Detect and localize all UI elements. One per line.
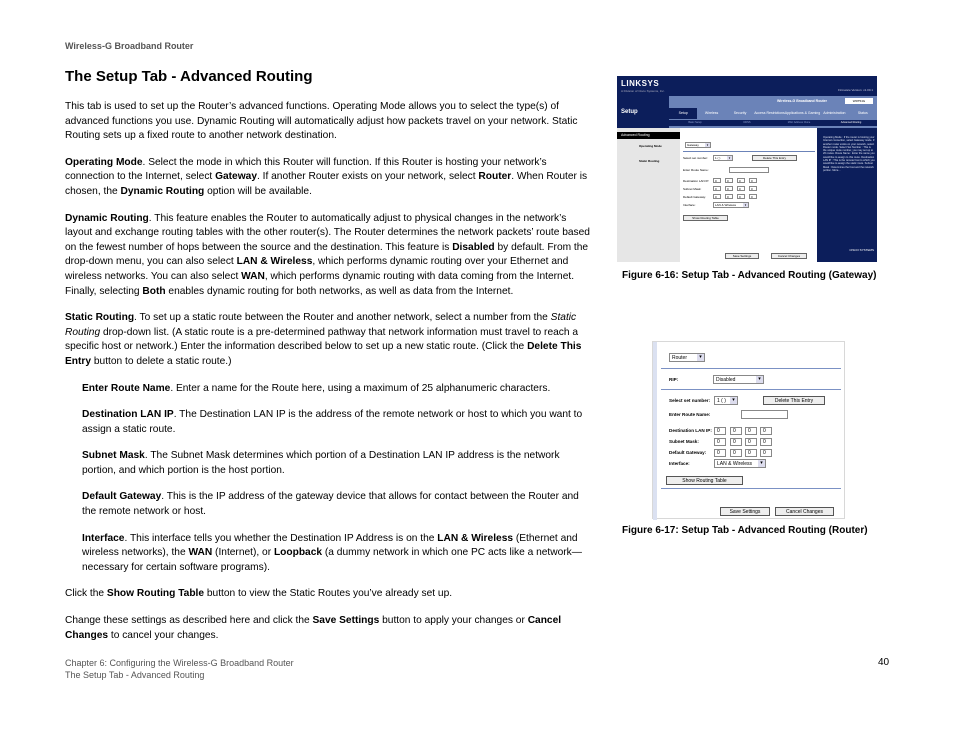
section-title: Advanced Routing bbox=[617, 132, 680, 139]
set-number-select[interactable]: 1 ( ) ▾ bbox=[713, 155, 733, 161]
router-header-bar bbox=[617, 76, 877, 96]
enter-route-name-paragraph: Enter Route Name. Enter a name for the Route here, using a maximum of 25 alphanumeric characters. bbox=[82, 382, 551, 394]
help-text: Operating Mode : If the router is hosting your Internet connection, select Gateway mode. If another router exists on your network, select Router mode. Select Set Number : This is the unique route number, you may set up to 20 routes. Route Name : Enter the name you would like to assign to this route. Destination LAN IP : This is the remote host to which you would like to assign the static route. Subnet Mask : Determines the host and the network portion. More... bbox=[823, 136, 875, 172]
model-name: Wireless-G Broadband Router bbox=[777, 99, 827, 103]
body-text bbox=[65, 100, 590, 655]
chevron-down-icon: ▾ bbox=[697, 354, 704, 361]
interface-select[interactable]: LAN & Wireless ▾ bbox=[714, 459, 766, 468]
footer-chapter: Chapter 6: Configuring the Wireless-G Broadband Router bbox=[65, 658, 294, 668]
dest-ip-octet-2[interactable]: 0 bbox=[730, 427, 742, 435]
gateway-octet-3[interactable]: 0 bbox=[745, 449, 757, 457]
delete-entry-button[interactable]: Delete This Entry bbox=[763, 396, 825, 405]
rip-label: RIP: bbox=[669, 377, 679, 382]
tab-status[interactable]: Status bbox=[857, 111, 868, 115]
footer-section: The Setup Tab - Advanced Routing bbox=[65, 670, 205, 680]
mask-octet-1[interactable]: 0 bbox=[713, 186, 721, 191]
cancel-changes-button[interactable]: Cancel Changes bbox=[775, 507, 834, 516]
dest-ip-octet-1[interactable]: 0 bbox=[713, 178, 721, 183]
mask-octet-1[interactable]: 0 bbox=[714, 438, 726, 446]
dest-lan-ip-label: Destination LAN IP: bbox=[669, 428, 712, 433]
chevron-down-icon: ▾ bbox=[730, 397, 737, 404]
save-settings-button[interactable]: Save Settings bbox=[725, 253, 759, 259]
intro-paragraph: This tab is used to set up the Router’s advanced functions. Operating Mode allows you to select the type(s) of advanced functions you use. Dynamic Routing will automatically adjust how packets travel on your network. Static Routing sets up a fixed route to another network destination. bbox=[65, 101, 578, 142]
subtab-mac-clone[interactable]: MAC Address Clone bbox=[787, 121, 811, 124]
divider bbox=[661, 368, 841, 369]
gateway-octet-4[interactable]: 0 bbox=[760, 449, 772, 457]
tab-security[interactable]: Security bbox=[733, 111, 747, 115]
tab-access-restrictions[interactable]: Access Restrictions bbox=[754, 111, 785, 115]
figure-router-screenshot bbox=[652, 341, 845, 519]
set-number-select[interactable]: 1 ( ) ▾ bbox=[714, 396, 738, 405]
dest-ip-octet-4[interactable]: 0 bbox=[749, 178, 757, 183]
chevron-down-icon: ▾ bbox=[728, 156, 731, 160]
select-set-number-label: Select set number: bbox=[683, 156, 709, 160]
left-panel bbox=[617, 128, 680, 262]
dest-ip-octet-3[interactable]: 0 bbox=[737, 178, 745, 183]
chevron-down-icon: ▾ bbox=[756, 376, 763, 383]
mask-octet-4[interactable]: 0 bbox=[760, 438, 772, 446]
chevron-down-icon: ▾ bbox=[706, 143, 709, 147]
footer bbox=[65, 657, 294, 681]
dest-ip-octet-1[interactable]: 0 bbox=[714, 427, 726, 435]
cisco-logo: CISCO SYSTEMS bbox=[849, 248, 874, 252]
gateway-octet-2[interactable]: 0 bbox=[725, 194, 733, 199]
enter-route-name-label: Enter Route Name: bbox=[669, 412, 711, 417]
operating-mode-select[interactable]: Gateway ▾ bbox=[685, 142, 711, 148]
firmware-version: Firmware Version: v1.00.1 bbox=[838, 88, 873, 92]
mask-octet-3[interactable]: 0 bbox=[737, 186, 745, 191]
dest-lan-ip-label: Destination LAN IP: bbox=[683, 179, 710, 183]
mask-octet-2[interactable]: 0 bbox=[730, 438, 742, 446]
model-number: WRT54G bbox=[845, 98, 873, 104]
subtab-ddns[interactable]: DDNS bbox=[743, 121, 751, 124]
static-routing-paragraph: Static Routing. To set up a static route between the Router and another network, select a number from the Static Routing drop-down list. (A static route is a pre-determined pathway that network information must travel to reach a specific host or network.) Enter the information described below to set up a new static route. (Click the Delete This Entry button to delete a static route.) bbox=[65, 312, 582, 367]
operating-mode-paragraph: Operating Mode. Select the mode in which this Router will function. If this Router is hosting your network’s connection to the Internet, select Gateway. If another Router exists on your network, select Router. When Router is chosen, the Dynamic Routing option will be available. bbox=[65, 156, 588, 197]
interface-label: Interface: bbox=[683, 203, 696, 207]
nav-section-title: Setup bbox=[617, 96, 669, 128]
select-set-number-label: Select set number: bbox=[669, 398, 711, 403]
gateway-octet-3[interactable]: 0 bbox=[737, 194, 745, 199]
subnet-mask-paragraph: Subnet Mask. The Subnet Mask determines which portion of a Destination LAN IP address is the network portion, and which portion is the host portion. bbox=[82, 450, 560, 476]
operating-mode-label: Operating Mode bbox=[639, 144, 662, 148]
subnet-mask-label: Subnet Mask: bbox=[669, 439, 699, 444]
default-gateway-label: Default Gateway: bbox=[669, 450, 707, 455]
divider bbox=[661, 488, 841, 489]
cancel-changes-button[interactable]: Cancel Changes bbox=[771, 253, 807, 259]
gateway-octet-4[interactable]: 0 bbox=[749, 194, 757, 199]
figure-6-16-caption: Figure 6-16: Setup Tab - Advanced Routing (Gateway) bbox=[622, 270, 877, 281]
tab-administration[interactable]: Administration bbox=[823, 111, 846, 115]
panel-edge bbox=[653, 342, 657, 520]
dynamic-routing-paragraph: Dynamic Routing. This feature enables the Router to automatically adjust to physical changes in the network’s layout and exchange routing tables with the other router(s). The Router determines the network packets’ route based on the fewest number of hops between the source and the destination. This feature is Disabled by default. From the drop-down menu, you can also select LAN & Wireless, which performs dynamic routing over your Ethernet and wireless networks. You can also select WAN, which performs dynamic routing with data coming from the Internet. Finally, selecting Both enables dynamic routing for both networks, as well as data from the Internet. bbox=[65, 212, 590, 297]
gateway-octet-2[interactable]: 0 bbox=[730, 449, 742, 457]
show-routing-table-button[interactable]: Show Routing Table bbox=[683, 215, 728, 221]
sub-tabs bbox=[669, 120, 877, 126]
destination-lan-ip-paragraph: Destination LAN IP. The Destination LAN IP is the address of the remote network or host to which you want to assign a static route. bbox=[82, 409, 583, 435]
subtab-basic-setup[interactable]: Basic Setup bbox=[688, 121, 702, 124]
chevron-down-icon: ▾ bbox=[744, 203, 747, 207]
page-number: 40 bbox=[878, 657, 890, 668]
dest-ip-octet-4[interactable]: 0 bbox=[760, 427, 772, 435]
tab-wireless[interactable]: Wireless bbox=[704, 111, 719, 115]
interface-paragraph: Interface. This interface tells you whether the Destination IP Address is on the LAN & Wireless (Ethernet and wireless networks), the WAN (Internet), or Loopback (a dummy network in which one PC acts like a network—necessary for certain software programs). bbox=[82, 532, 582, 573]
tab-applications-gaming[interactable]: Applications & Gaming bbox=[784, 111, 821, 115]
interface-select[interactable]: LAN & Wireless ▾ bbox=[713, 202, 749, 208]
default-gateway-label: Default Gateway: bbox=[683, 195, 707, 199]
route-name-input[interactable] bbox=[741, 410, 788, 419]
delete-entry-button[interactable]: Delete This Entry bbox=[752, 155, 797, 161]
router-nav-bar bbox=[617, 96, 877, 128]
save-settings-button[interactable]: Save Settings bbox=[720, 507, 770, 516]
gateway-octet-1[interactable]: 0 bbox=[714, 449, 726, 457]
chevron-down-icon: ▾ bbox=[758, 460, 765, 467]
page-title: The Setup Tab - Advanced Routing bbox=[65, 68, 313, 85]
mask-octet-3[interactable]: 0 bbox=[745, 438, 757, 446]
default-gateway-paragraph: Default Gateway. This is the IP address of the gateway device that allows for contact between the Router and the remote network or host. bbox=[82, 491, 579, 518]
linksys-logo: LINKSYS bbox=[621, 79, 660, 88]
gateway-octet-1[interactable]: 0 bbox=[713, 194, 721, 199]
rip-select[interactable]: Disabled ▾ bbox=[713, 375, 764, 384]
tab-setup[interactable]: Setup bbox=[669, 108, 697, 119]
interface-label: Interface: bbox=[669, 461, 690, 466]
help-panel bbox=[817, 128, 877, 262]
main-tabs bbox=[669, 108, 877, 119]
divider bbox=[661, 389, 841, 390]
save-paragraph: Change these settings as described here and click the Save Settings button to apply your changes or Cancel Changes to cancel your changes. bbox=[65, 615, 562, 641]
route-name-input[interactable] bbox=[729, 167, 769, 173]
figure-gateway-screenshot bbox=[617, 76, 877, 262]
enter-route-name-label: Enter Route Name: bbox=[683, 168, 709, 172]
running-header: Wireless-G Broadband Router bbox=[65, 41, 194, 51]
divider bbox=[683, 151, 815, 152]
mask-octet-2[interactable]: 0 bbox=[725, 186, 733, 191]
mask-octet-4[interactable]: 0 bbox=[749, 186, 757, 191]
operating-mode-select[interactable]: Router ▾ bbox=[669, 353, 705, 362]
subtab-advanced-routing[interactable]: Advanced Routing bbox=[840, 121, 862, 124]
logo-subtitle: A Division of Cisco Systems, Inc. bbox=[621, 89, 665, 93]
show-table-paragraph: Click the Show Routing Table button to view the Static Routes you’ve already set up. bbox=[65, 588, 453, 600]
figure-6-17-caption: Figure 6-17: Setup Tab - Advanced Routing (Router) bbox=[622, 525, 868, 536]
dest-ip-octet-2[interactable]: 0 bbox=[725, 178, 733, 183]
subnet-mask-label: Subnet Mask: bbox=[683, 187, 702, 191]
static-routing-label: Static Routing bbox=[639, 159, 660, 163]
show-routing-table-button[interactable]: Show Routing Table bbox=[666, 476, 743, 485]
dest-ip-octet-3[interactable]: 0 bbox=[745, 427, 757, 435]
